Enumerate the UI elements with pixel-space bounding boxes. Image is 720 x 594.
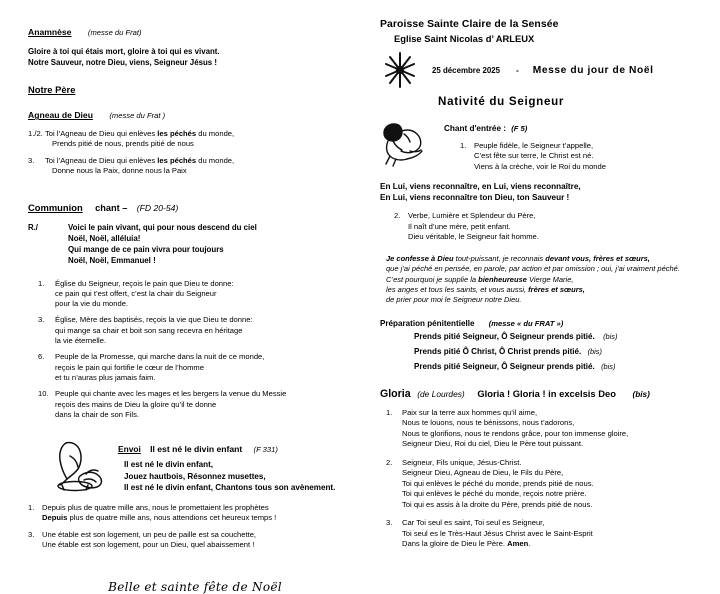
confiteor-line: que j’ai péché en pensée, en parole, par action et par omission ; oui, j’ai vraiment péché. xyxy=(386,264,680,274)
verse-line: qui mange sa chair et boit son sang recevra en héritage xyxy=(55,325,243,335)
verse-number: 1. xyxy=(38,278,45,288)
verse-number: 6. xyxy=(38,352,45,362)
envoi-verse xyxy=(28,503,362,524)
chant-entree-label: Chant d'entrée : xyxy=(444,124,506,133)
gloria-verse xyxy=(380,458,712,511)
verse-line: reçois des mains de Dieu la gloire qu’il te donne xyxy=(55,399,217,409)
confiteor-line: les anges et tous les saints, et vous aussi, frères et sœurs, xyxy=(386,285,585,295)
verse-line: Paix sur la terre aux hommes qu’il aime, xyxy=(402,407,538,417)
verse-line: Peuple qui chante avec les mages et les bergers la venue du Messie xyxy=(55,389,287,399)
envoi-ref: (F 331) xyxy=(253,445,278,455)
verse-line: Église du Seigneur, reçois le pain que Dieu te donne: xyxy=(55,278,234,288)
envoi-heading xyxy=(118,444,362,454)
preparation-title: Préparation pénitentielle xyxy=(380,318,475,328)
gloria-verse xyxy=(380,518,712,550)
verse-line: ce pain qui t’est offert, c’est la chair du Seigneur xyxy=(55,288,217,298)
verse-line: Depuis plus de quatre mille ans, nous attendions cet heureux temps ! xyxy=(42,513,277,523)
bis-marker: (bis) xyxy=(601,361,616,371)
verse-line: Toi qui enlèves le péché du monde, prends pitié de nous. xyxy=(402,478,594,488)
anamnese-line-2: Notre Sauveur, notre Dieu, viens, Seigneur Jésus ! xyxy=(28,57,217,67)
verse-number: 3. xyxy=(28,155,35,165)
refrain-text xyxy=(68,223,257,266)
verse-line: Une étable est son logement, un peu de paille est sa couchette, xyxy=(42,529,257,539)
verse-text xyxy=(42,503,362,524)
date-bar xyxy=(380,50,712,90)
communion-heading xyxy=(28,198,362,216)
notre-pere-title: Notre Père xyxy=(28,84,76,96)
verse-line: Il naît d’une mère, petit enfant. xyxy=(408,221,511,231)
verse-text xyxy=(55,315,362,346)
preparation-text: Prends pitié Seigneur, Ô Seigneur prends pitié. xyxy=(414,361,595,371)
verse-number: 1. xyxy=(28,503,35,513)
envoi-refrain xyxy=(118,459,362,494)
communion-verse xyxy=(28,352,362,383)
gloria-acclamation: Gloria ! Gloria ! in excelsis Deo xyxy=(477,387,616,399)
verse-line: pour la vie du monde. xyxy=(55,299,129,309)
verse-line: Verbe, Lumière et Splendeur du Père, xyxy=(408,211,536,221)
verse-line: C’est fête sur terre, le Christ est né. xyxy=(474,151,594,161)
verse-number: 1./2. xyxy=(28,129,43,139)
chant-entree-antiphon xyxy=(380,181,712,203)
refrain-line: Il est né le divin enfant, xyxy=(124,460,214,470)
verse-line: Dans la gloire de Dieu le Père. Amen. xyxy=(402,539,531,549)
verse-number: 3. xyxy=(386,518,393,528)
verse-line: Toi qui es assis à la droite du Père, prends pitié de nous. xyxy=(402,499,593,509)
anamnese-section xyxy=(28,22,362,68)
closing-greeting: Belle et sainte fête de Noël xyxy=(108,580,282,594)
anamnese-title: Anamnèse xyxy=(28,27,72,37)
anamnese-source: (messe du Frat) xyxy=(87,28,142,37)
verse-line: Seigneur Dieu, Agneau de Dieu, le Fils du Père, xyxy=(402,468,564,478)
verse-line: Nous te glorifions, nous te rendons grâce, pour ton immense gloire, xyxy=(402,428,629,438)
verse-number: 10. xyxy=(38,389,49,399)
communion-ref: (FD 20-54) xyxy=(136,203,179,214)
envoi-section xyxy=(28,436,362,494)
verse-number: 1. xyxy=(386,407,393,417)
verse-line: Seigneur Dieu, Roi du ciel, Dieu le Père tout puissant. xyxy=(402,439,584,449)
mass-title: Messe du jour de Noël xyxy=(532,64,654,76)
verse-number: 3. xyxy=(38,315,45,325)
verse-line: Car Toi seul es saint, Toi seul es Seigneur, xyxy=(402,518,545,528)
preparation-heading xyxy=(380,319,712,328)
envoi-body xyxy=(112,436,362,494)
verse-text xyxy=(402,458,594,511)
verse-text: Toi l’Agneau de Dieu qui enlèves les péchés du monde, Prends pitié de nous, prends pitié de nous xyxy=(45,129,235,149)
communion-title: Communion xyxy=(28,202,83,214)
chant-entree-ref: (F 5) xyxy=(511,124,528,133)
agneau-verse xyxy=(28,129,362,150)
verse-line: Nous te louons, nous te bénissons, nous t’adorons, xyxy=(402,418,575,428)
chant-entree-verse xyxy=(444,141,712,172)
verse-text xyxy=(402,408,628,450)
verse-number: 2. xyxy=(394,211,401,221)
verse-line: Toi qui enlèves le péché du monde, reçois notre prière. xyxy=(402,489,587,499)
agneau-verse xyxy=(28,156,362,177)
verse-text xyxy=(42,530,362,551)
verse-line: Viens à la crèche, voir le Roi du monde xyxy=(474,161,606,171)
verse-line: la vie éternelle. xyxy=(55,336,107,346)
confiteor-line: de prier pour moi le Seigneur notre Dieu. xyxy=(386,295,522,305)
verse-line: Peuple fidèle, le Seigneur t’appelle, xyxy=(474,141,594,150)
verse-line: Depuis plus de quatre mille ans, nous le promettaient les prophètes xyxy=(42,503,269,513)
communion-section xyxy=(28,198,362,420)
verse-text: Toi l’Agneau de Dieu qui enlèves les péchés du monde, Donne nous la Paix, donne nous la Paix xyxy=(45,155,235,176)
envoi-verse xyxy=(28,530,362,551)
date-text: 25 décembre 2025 xyxy=(432,65,500,75)
communion-subtitle: chant – xyxy=(95,203,128,214)
gloria-origin: (de Lourdes) xyxy=(417,388,465,399)
notre-pere-section xyxy=(28,80,362,98)
preparation-text: Prends pitié Seigneur, Ô Seigneur prends pitié. xyxy=(414,331,595,341)
gloria-verse xyxy=(380,408,712,450)
chant-entree-verse xyxy=(380,211,712,242)
refrain-line: Voici le pain vivant, qui pour nous descend du ciel xyxy=(68,223,257,233)
refrain-line: Noël, Noël, Emmanuel ! xyxy=(68,255,156,265)
communion-verse xyxy=(28,389,362,420)
refrain-line: Il est né le divin enfant, Chantons tous son avènement. xyxy=(124,483,336,493)
communion-refrain xyxy=(28,223,362,266)
agneau-source: (messe du Frat ) xyxy=(109,111,166,121)
envoi-label: Envoi xyxy=(118,444,141,455)
verse-number: 3. xyxy=(28,529,35,539)
preparation-source: (messe « du FRAT ») xyxy=(488,318,564,328)
envoi-title: Il est né le divin enfant xyxy=(150,444,243,455)
parish-name: Paroisse Sainte Claire de la Sensée xyxy=(380,19,559,30)
verse-line: Une étable est son logement, pour un Dieu, quel abaissement ! xyxy=(42,540,255,550)
angel-over-crib-icon xyxy=(380,118,438,172)
bis-marker: (bis) xyxy=(603,331,618,341)
antiphon-line: En Lui, viens reconnaître, en Lui, viens reconnaître, xyxy=(380,181,581,191)
preparation-text: Prends pitié Ô Christ, Ô Christ prends pitié. xyxy=(414,346,582,356)
communion-verse xyxy=(28,315,362,346)
verse-text xyxy=(55,389,362,420)
chant-entree-heading xyxy=(444,124,712,133)
antiphon-line: En Lui, viens reconnaître ton Dieu, ton Sauveur ! xyxy=(380,193,570,203)
confiteor-line: Je confesse à Dieu tout-puissant, je reconnais devant vous, frères et sœurs, xyxy=(386,254,650,264)
verse-text xyxy=(55,352,362,383)
verse-line: Église, Mère des baptisés, reçois la vie que Dieu te donne: xyxy=(55,315,253,325)
verse-line: et tu n’auras plus jamais faim. xyxy=(55,372,156,382)
verse-line: Peuple de la Promesse, qui marche dans la nuit de ce monde, xyxy=(55,352,265,362)
preparation-line xyxy=(380,331,712,343)
bis-marker: (bis) xyxy=(587,346,602,356)
anamnese-heading xyxy=(28,22,362,40)
verse-text xyxy=(474,141,606,172)
refrain-line: Jouez hautbois, Résonnez musettes, xyxy=(124,471,266,481)
verse-line: Seigneur, Fils unique, Jésus-Christ. xyxy=(402,457,522,467)
verse-line: dans la chair de son Fils. xyxy=(55,409,139,419)
refrain-line: Noël, Noël, alléluia! xyxy=(68,234,141,244)
agneau-title: Agneau de Dieu xyxy=(28,110,93,121)
confiteor-line: C’est pourquoi je supplie la bienheureuse Vierge Marie, xyxy=(386,274,574,284)
refrain-line: Qui mange de ce pain vivra pour toujours xyxy=(68,244,224,254)
communion-verse xyxy=(28,279,362,310)
chant-entree-body xyxy=(438,118,712,172)
preparation-line xyxy=(380,346,712,358)
nativity-manger-icon xyxy=(50,436,112,494)
confiteor-prayer xyxy=(380,254,712,305)
verse-text xyxy=(408,211,539,242)
chant-entree-section xyxy=(380,118,712,172)
date-dash: - xyxy=(516,65,519,75)
agneau-section xyxy=(28,105,362,176)
verse-number: 2. xyxy=(386,457,393,467)
star-of-bethlehem-icon xyxy=(380,50,432,90)
verse-text xyxy=(402,518,593,550)
verse-line: Dieu véritable, le Seigneur fait homme. xyxy=(408,231,539,241)
gloria-heading xyxy=(380,388,712,400)
anamnese-line-1: Gloire à toi qui étais mort, gloire à toi qui es vivant. xyxy=(28,47,220,56)
verse-line: Toi seul es le Très-Haut Jésus Christ avec le Saint-Esprit xyxy=(402,528,593,538)
verse-line: reçois le pain qui fortifie le cœur de l’homme xyxy=(55,362,204,372)
right-column xyxy=(372,0,720,549)
church-name: Eglise Saint Nicolas d’ ARLEUX xyxy=(394,33,535,44)
feast-title: Nativité du Seigneur xyxy=(438,95,565,108)
gloria-title: Gloria xyxy=(380,387,411,400)
refrain-label: R./ xyxy=(28,223,38,233)
verse-text xyxy=(55,279,362,310)
agneau-heading xyxy=(28,105,362,123)
bis-marker: (bis) xyxy=(632,389,650,399)
preparation-line xyxy=(380,361,712,373)
verse-number: 1. xyxy=(460,141,467,150)
